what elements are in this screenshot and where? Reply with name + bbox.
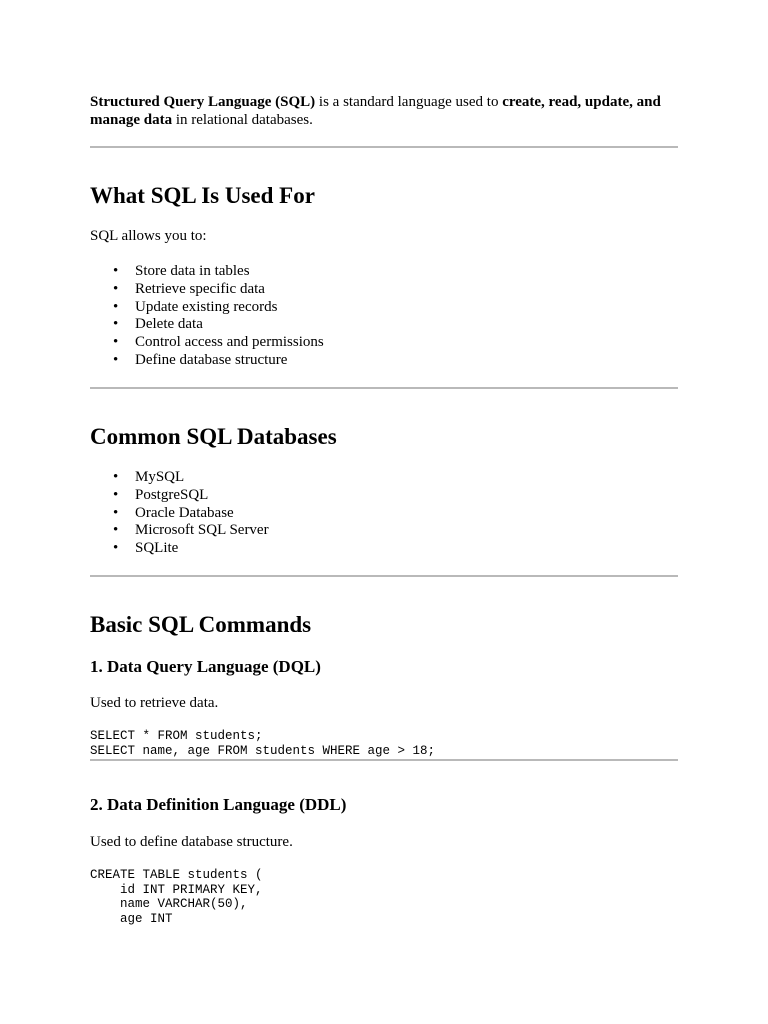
list-item: • Update existing records	[113, 298, 278, 315]
list-item: • PostgreSQL	[113, 486, 209, 503]
section-heading-databases: Common SQL Databases	[90, 424, 337, 449]
bullet-icon: •	[113, 316, 119, 333]
bullet-icon: •	[113, 522, 119, 539]
divider	[90, 575, 678, 577]
list-item: • Retrieve specific data	[113, 280, 265, 297]
divider	[90, 387, 678, 389]
bullet-icon: •	[113, 298, 119, 315]
divider	[90, 146, 678, 148]
bullet-icon: •	[113, 469, 119, 485]
intro-term: Structured Query Language (SQL)	[90, 94, 316, 110]
dql-description: Used to retrieve data.	[90, 695, 219, 711]
bullet-icon: •	[113, 263, 119, 279]
intro-text-2: in relational databases.	[172, 112, 313, 128]
list-item: • Control access and permissions	[113, 334, 324, 351]
intro-text-1: is a standard language used to	[315, 94, 503, 110]
list-item: • MySQL	[113, 469, 185, 485]
subheading-dql: 1. Data Query Language (DQL)	[90, 657, 321, 676]
list-item: • Oracle Database	[113, 504, 234, 521]
bullet-icon: •	[113, 540, 119, 557]
list-item: • Store data in tables	[113, 263, 250, 279]
databases-list	[90, 469, 269, 558]
list-item: • Delete data	[113, 316, 203, 333]
section-heading-uses: What SQL Is Used For	[90, 183, 315, 208]
subheading-ddl: 2. Data Definition Language (DDL)	[90, 795, 347, 814]
bullet-icon: •	[113, 486, 119, 503]
ddl-code-block: CREATE TABLE students ( id INT PRIMARY KEY, name VARCHAR(50), age INT	[90, 868, 263, 927]
bullet-icon: •	[113, 504, 119, 521]
ddl-description: Used to define database structure.	[90, 834, 293, 850]
intro-paragraph	[90, 93, 678, 129]
list-item: • Microsoft SQL Server	[113, 522, 269, 539]
bullet-icon: •	[113, 280, 119, 297]
divider	[90, 759, 678, 761]
list-item: • SQLite	[113, 540, 179, 557]
dql-code-block: SELECT * FROM students; SELECT name, age FROM students WHERE age > 18;	[90, 729, 436, 758]
list-item: • Define database structure	[113, 351, 288, 368]
bullet-icon: •	[113, 334, 119, 351]
uses-lead-text: SQL allows you to:	[90, 228, 207, 244]
uses-list	[90, 263, 324, 370]
section-heading-commands: Basic SQL Commands	[90, 612, 312, 637]
bullet-icon: •	[113, 351, 119, 368]
intro-highlight: create, read, update, and manage data	[90, 94, 661, 128]
